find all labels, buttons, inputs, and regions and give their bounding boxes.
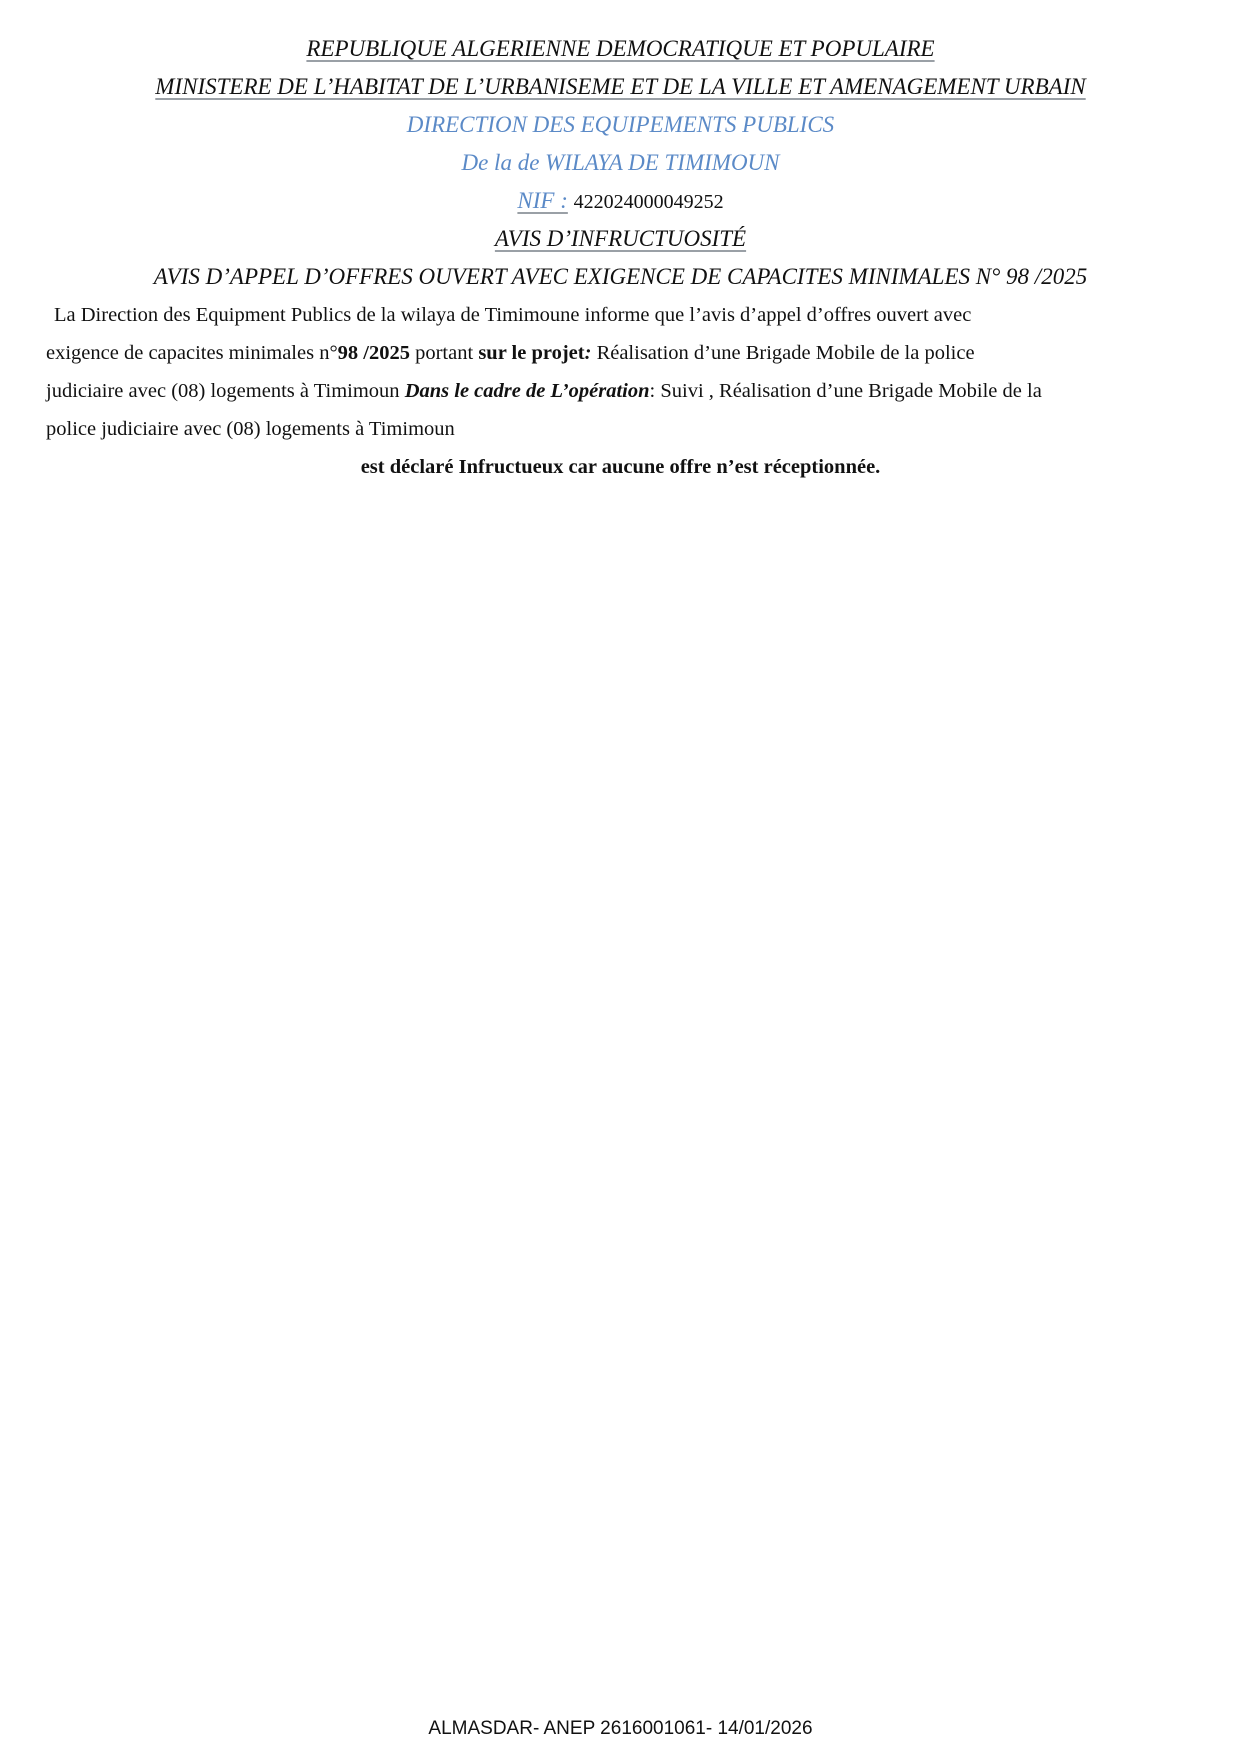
ministry-title: MINISTERE DE L’HABITAT DE L’URBANISEME ET DE LA VILLE ET AMENAGEMENT URBAIN xyxy=(155,74,1086,99)
body-line-4 xyxy=(46,414,455,444)
header-direction xyxy=(0,110,1241,140)
project-colon: : xyxy=(584,342,592,364)
direction-title: DIRECTION DES EQUIPEMENTS PUBLICS xyxy=(406,112,835,137)
body-text-1: La Direction des Equipment Publics de la wilaya de Timimoune informe que l’avis d’appel d’offres ouvert avec xyxy=(54,304,972,326)
nif-value: 422024000049252 xyxy=(573,191,724,213)
tender-number: 98 /2025 xyxy=(337,342,410,364)
body-text-3b: : Suivi , Réalisation d’une Brigade Mobile de la xyxy=(649,380,1042,402)
operation-label: Dans le cadre de L’opération xyxy=(404,380,650,402)
wilaya-title: De la de WILAYA DE TIMIMOUN xyxy=(461,150,780,175)
body-line-2 xyxy=(46,338,975,368)
body-text-2c: Réalisation d’une Brigade Mobile de la police xyxy=(591,342,975,364)
header-tender-title xyxy=(0,262,1241,292)
body-text-3a: judiciaire avec (08) logements à Timimoun xyxy=(46,380,405,402)
conclusion-line xyxy=(0,452,1241,482)
header-nif xyxy=(0,186,1241,217)
body-text-2a: exigence de capacites minimales n° xyxy=(46,342,338,364)
header-ministry xyxy=(0,72,1241,102)
nif-label: NIF : xyxy=(517,188,568,213)
header-wilaya xyxy=(0,148,1241,178)
body-text-2b: portant xyxy=(409,342,479,364)
body-line-3 xyxy=(46,376,1042,406)
footer-reference xyxy=(0,1717,1241,1741)
body-line-1 xyxy=(54,300,971,330)
tender-title: AVIS D’APPEL D’OFFRES OUVERT AVEC EXIGENCE DE CAPACITES MINIMALES N° 98 /2025 xyxy=(153,264,1088,289)
body-text-4: police judiciaire avec (08) logements à Timimoun xyxy=(46,418,455,440)
republic-title: REPUBLIQUE ALGERIENNE DEMOCRATIQUE ET POPULAIRE xyxy=(306,36,935,61)
header-notice-title xyxy=(0,224,1241,254)
conclusion-text: est déclaré Infructueux car aucune offre n’est réceptionnée. xyxy=(360,456,881,478)
footer-text: ALMASDAR- ANEP 2616001061- 14/01/2026 xyxy=(428,1718,813,1739)
project-label: sur le projet xyxy=(478,342,585,364)
header-republic xyxy=(0,34,1241,64)
notice-title: AVIS D’INFRUCTUOSITÉ xyxy=(494,226,747,251)
